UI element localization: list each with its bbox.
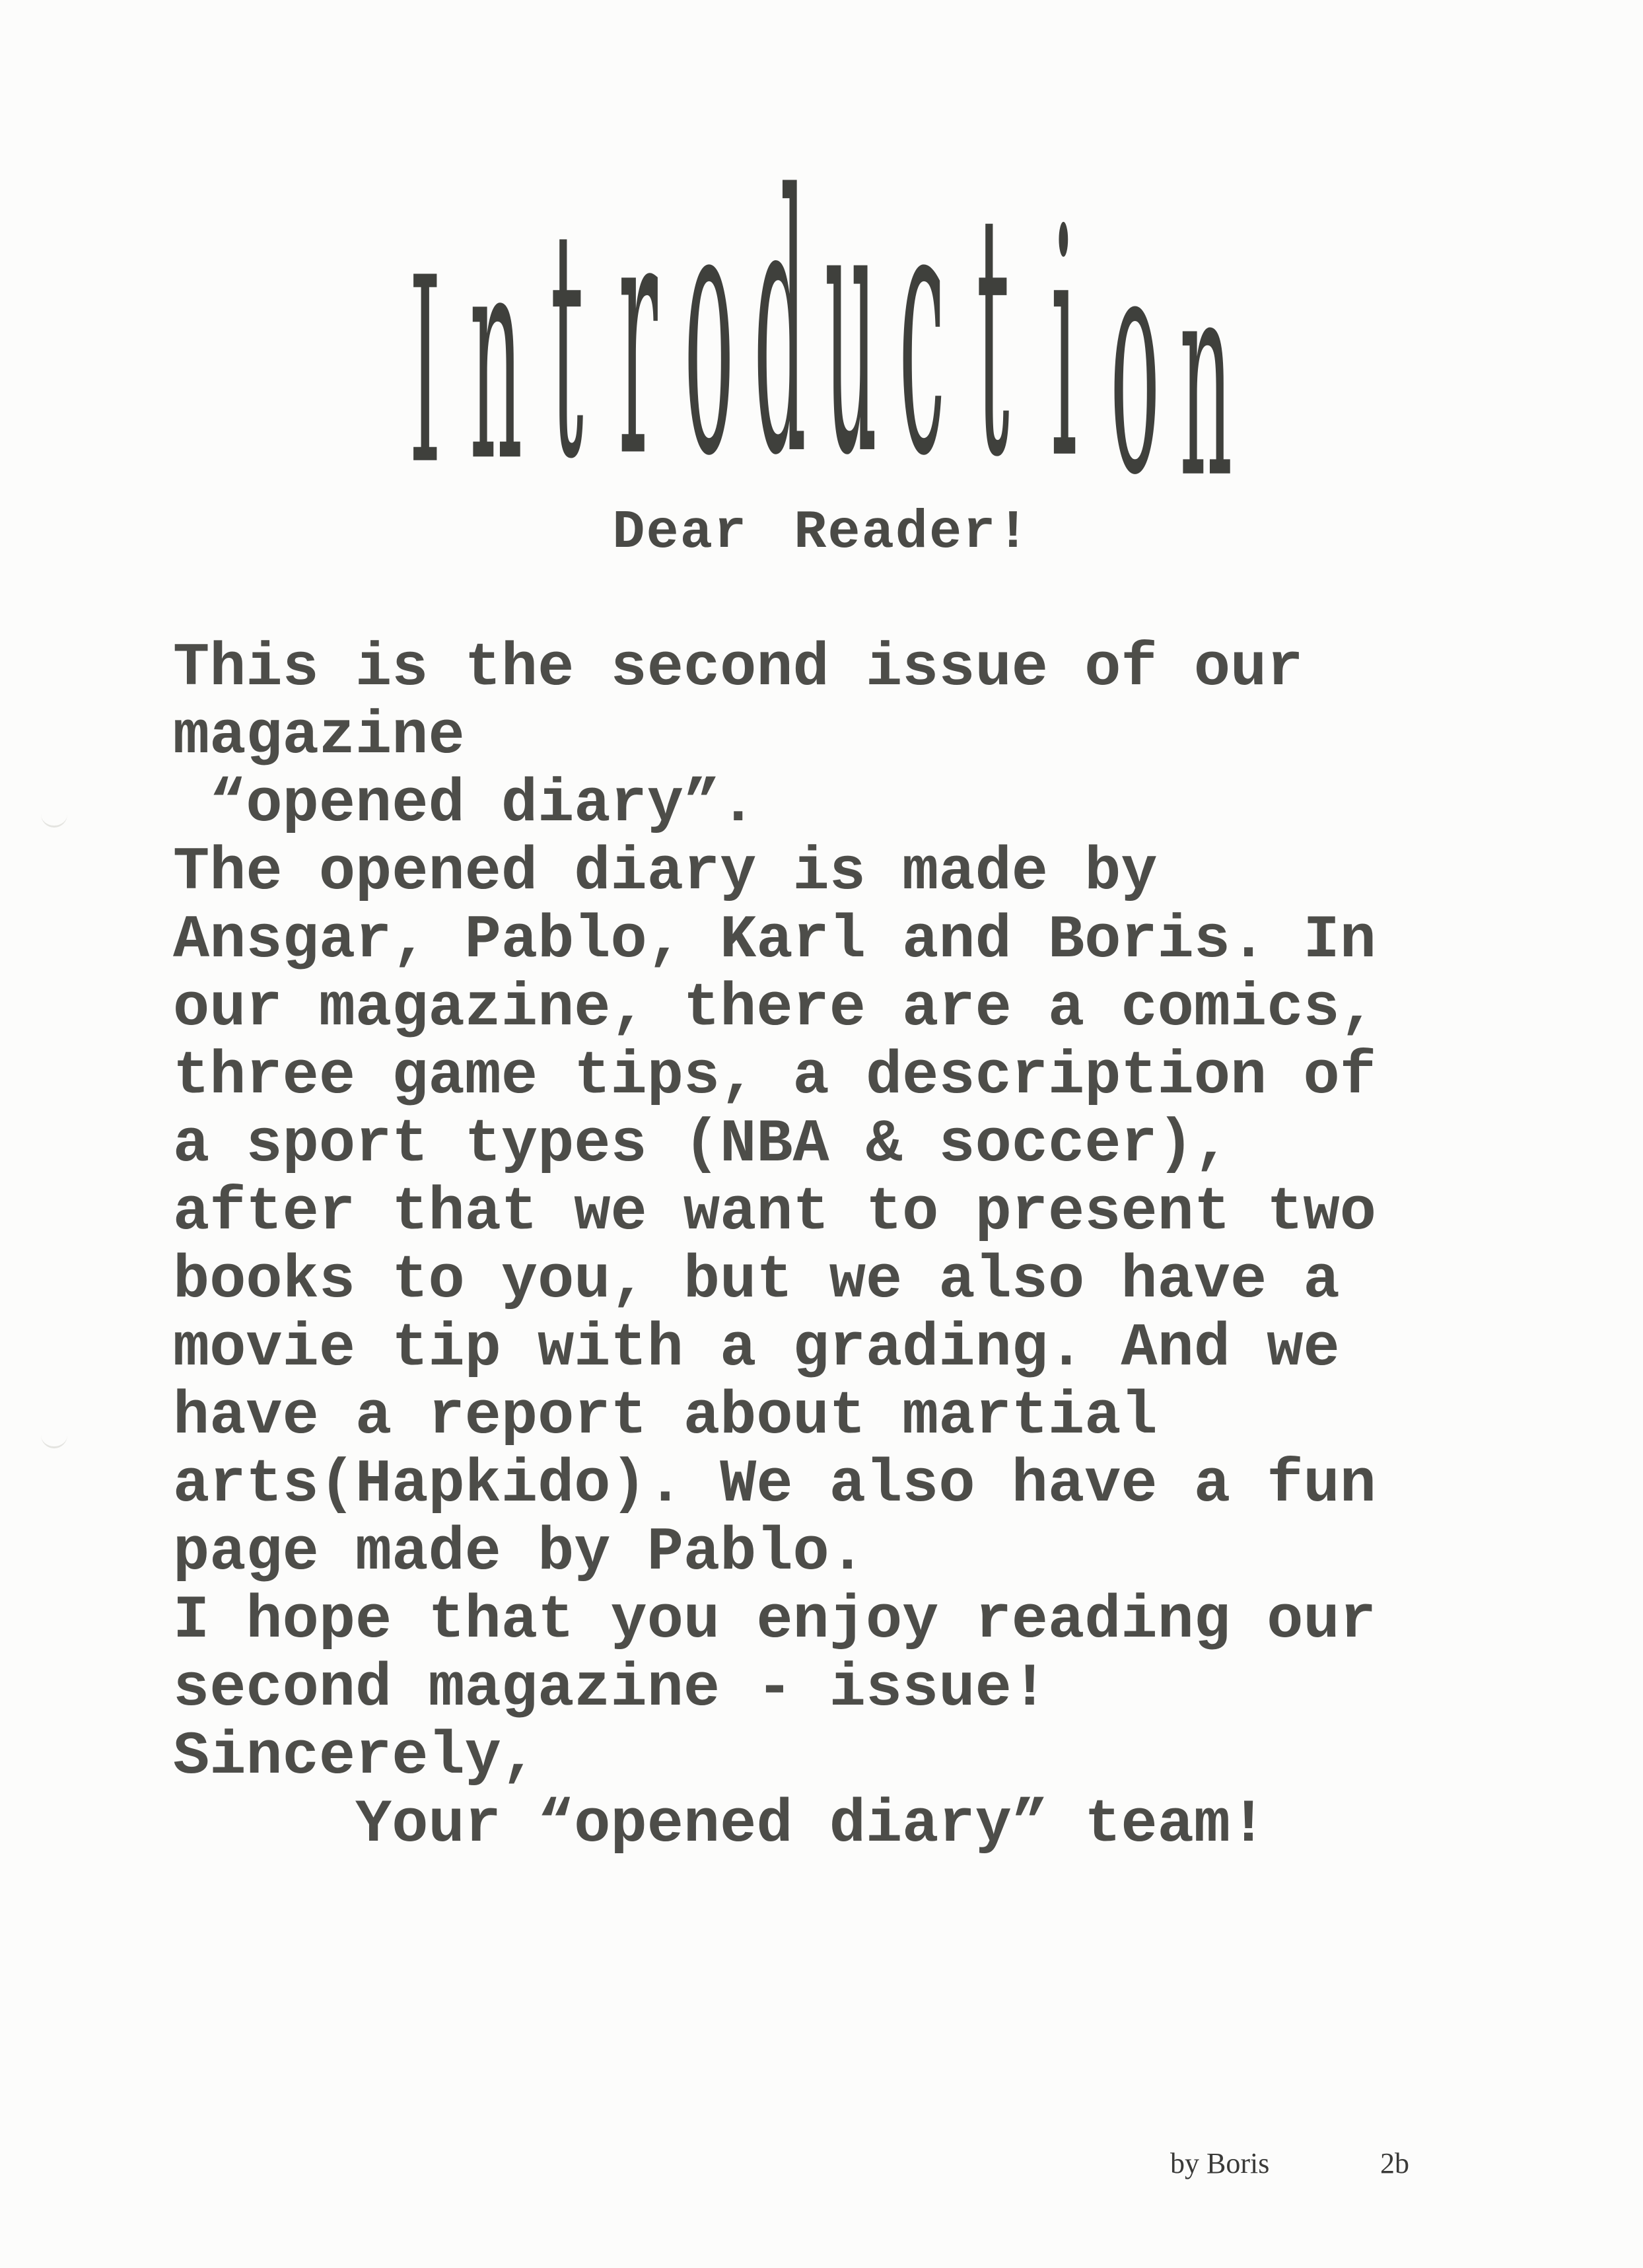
body-line: our magazine, there are a comics, <box>173 974 1376 1043</box>
page-number: 2b <box>1380 2147 1409 2179</box>
body-line: magazine <box>173 701 465 771</box>
body-line: Sincerely, <box>173 1722 538 1791</box>
punch-hole-mark <box>41 812 67 828</box>
title-letter: n <box>470 188 523 522</box>
title-letter: I <box>409 223 442 521</box>
title-letter: n <box>1179 220 1233 522</box>
title-letter: u <box>824 152 878 522</box>
footer-author: by Boris <box>1170 2147 1270 2179</box>
body-line: three game tips, a description of <box>173 1042 1376 1111</box>
greeting <box>0 502 1643 563</box>
body-line: This is the second issue of our <box>173 633 1304 703</box>
greeting-word-1: Dear <box>612 502 748 563</box>
title-letters <box>409 152 1232 522</box>
title-letter: t <box>550 162 584 522</box>
body-line: “opened diary”. <box>173 769 757 839</box>
body-line: Your “opened diary” team! <box>173 1790 1267 1859</box>
title-letter: o <box>684 152 734 522</box>
punch-hole-mark <box>41 1433 67 1448</box>
body-line: Ansgar, Pablo, Karl and Boris. In <box>173 905 1376 975</box>
title-letter: d <box>753 152 806 522</box>
body-line: books to you, but we also have a <box>173 1246 1340 1315</box>
greeting-word-2: Reader! <box>794 502 1031 563</box>
title-graphic <box>370 152 1261 522</box>
body-text <box>173 634 1494 1859</box>
title-letter: t <box>976 152 1010 522</box>
title-letter: r <box>618 152 658 522</box>
body-line: movie tip with a grading. And we <box>173 1314 1340 1383</box>
body-line: second magazine - issue! <box>173 1654 1049 1723</box>
body-line: have a report about martial <box>173 1382 1158 1451</box>
title-letter: c <box>899 152 945 522</box>
body-line: page made by Pablo. <box>173 1518 866 1587</box>
page-title <box>370 152 1261 522</box>
title-letter: o <box>1110 185 1160 522</box>
body-line: The opened diary is made by <box>173 837 1158 907</box>
body-line: after that we want to present two <box>173 1178 1376 1247</box>
body-line: I hope that you enjoy reading our <box>173 1586 1376 1655</box>
body-line: a sport types (NBA & soccer), <box>173 1110 1231 1179</box>
title-letter: i <box>1051 162 1078 522</box>
body-line: arts(Hapkido). We also have a fun <box>173 1450 1376 1519</box>
